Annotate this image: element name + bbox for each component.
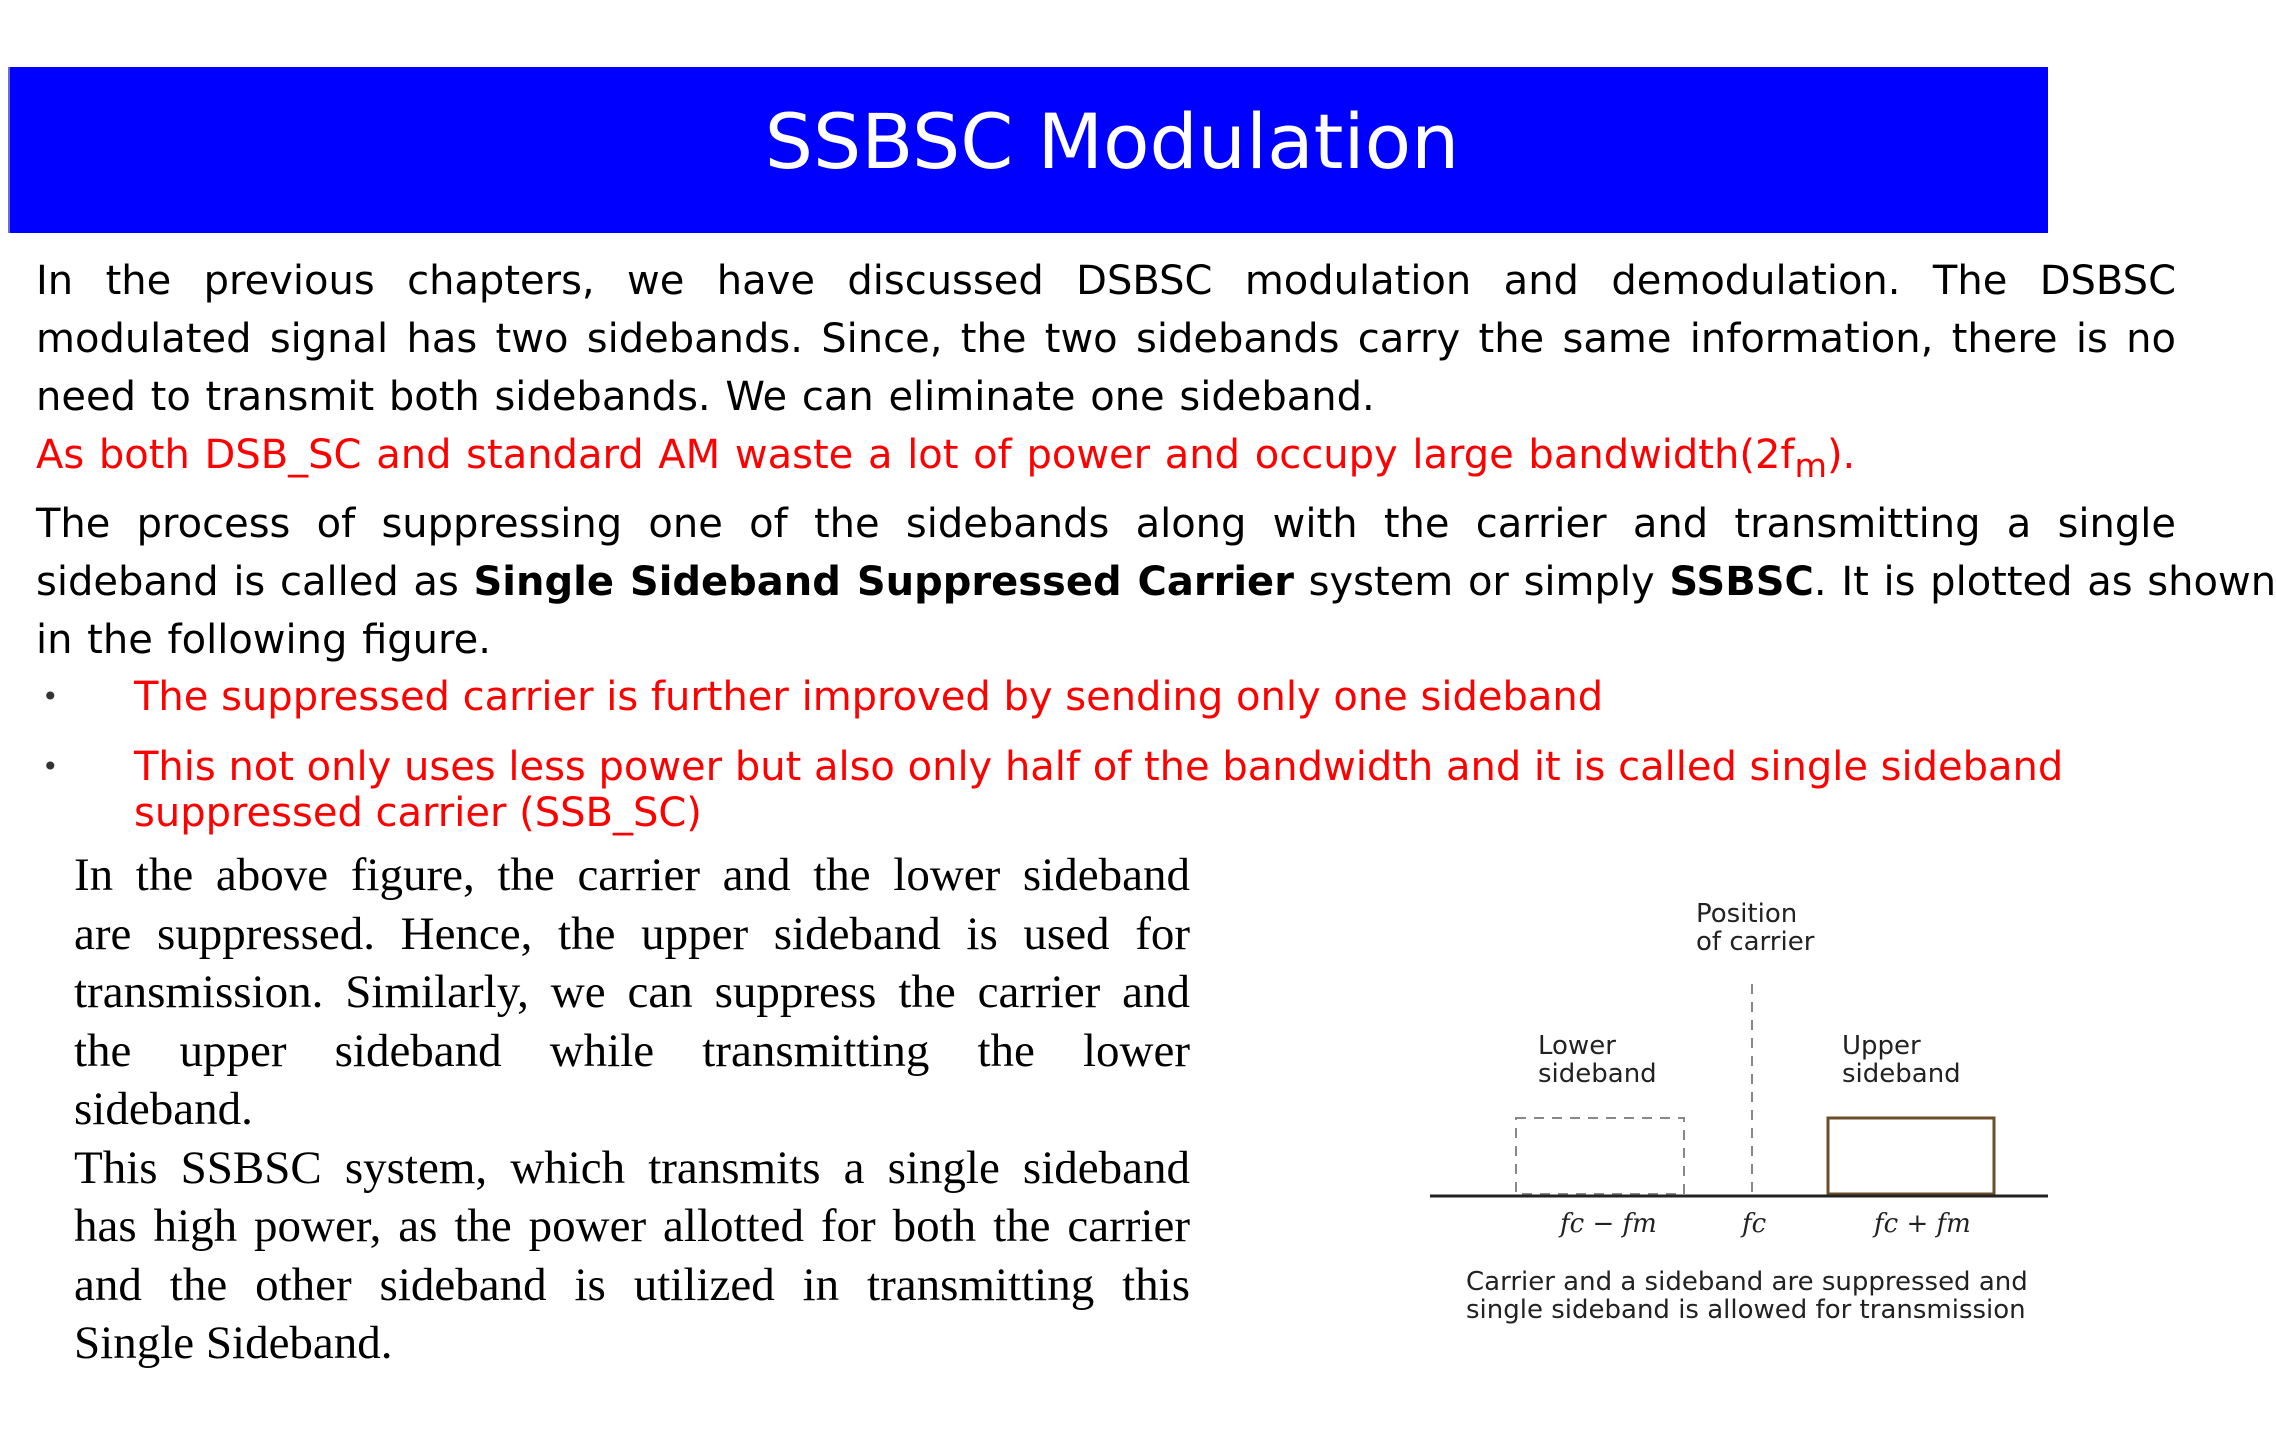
bullet-2-line-1: This not only uses less power but also only half of the bandwidth and it is called single sideband [134,744,2064,790]
bullet-list [36,668,2176,854]
explanation-line-9: Single Sideband. [74,1317,393,1369]
bullet-2-line-2: suppressed carrier (SSB_SC) [134,790,702,836]
upper-sideband-label-2: sideband [1842,1059,1961,1089]
explanation-line-3: transmission. Similarly, we can suppress the carrier and [74,966,1190,1018]
red-statement-subscript: m [1794,446,1827,485]
figure-caption-line-2: single sideband is allowed for transmission [1466,1295,2026,1325]
intro-line-3: need to transmit both sidebands. We can eliminate one sideband. [36,374,1375,420]
red-statement [36,426,2176,495]
lower-sideband-label-1: Lower [1538,1031,1616,1061]
tick-fc-plus-fm: fc + fm [1874,1209,1971,1239]
title-banner [8,67,2048,233]
process-line-3: in the following figure. [36,617,491,663]
explanation-line-4: the upper sideband while transmitting the lower [74,1024,1190,1077]
bullet-dot-icon: • [42,750,59,783]
ssbsc-abbrev: SSBSC [1669,559,1814,605]
process-line-1: The process of suppressing one of the sidebands along with the carrier and transmitting a single [36,501,2176,547]
carrier-position-label-2: of carrier [1696,927,1815,957]
process-line-2-mid: system or simply [1293,559,1670,605]
tick-fc-minus-fm: fc − fm [1560,1209,1657,1239]
figure-caption-line-1: Carrier and a sideband are suppressed and [1466,1267,2028,1297]
intro-line-1: In the previous chapters, we have discussed DSBSC modulation and demodulation. The DSBSC [36,258,2176,304]
spectrum-diagram [1420,880,2048,1340]
page-title: SSBSC Modulation [764,97,1460,186]
intro-paragraph [36,252,2276,669]
upper-sideband-box [1828,1118,1994,1194]
red-statement-text: As both DSB_SC and standard AM waste a lot of power and occupy large bandwidth(2f [36,432,1795,478]
upper-sideband-label-1: Upper [1842,1031,1921,1061]
bullet-dot-icon: • [42,680,59,713]
tick-fc: fc [1742,1209,1767,1239]
intro-line-2: modulated signal has two sidebands. Since, the two sidebands carry the same information, there is no [36,316,2176,362]
explanation-line-6: This SSBSC system, which transmits a single sideband [74,1141,1190,1194]
explanation-line-7: has high power, as the power allotted for both the carrier [74,1200,1190,1252]
bullet-1-text: The suppressed carrier is further improved by sending only one sideband [134,674,1604,720]
carrier-position-label-1: Position [1696,899,1798,929]
explanation-paragraph [74,846,1190,1373]
ssbsc-spectrum-figure [1420,880,2048,1340]
process-line-2 [36,553,2276,611]
red-statement-suffix: ). [1826,432,1856,478]
process-line-2-start: sideband is called as [36,559,474,605]
lower-sideband-label-2: sideband [1538,1059,1657,1089]
explanation-line-1: In the above figure, the carrier and the lower sideband [74,849,1190,901]
explanation-line-2: are suppressed. Hence, the upper sideband is used for [74,907,1190,960]
process-line-2-end: . It is plotted as shown [1813,559,2276,605]
bullet-item-1 [36,668,2176,726]
explanation-line-8: and the other sideband is utilized in transmitting this [74,1258,1190,1311]
bullet-item-2 [36,738,2176,842]
ssbsc-full-name: Single Sideband Suppressed Carrier [473,559,1294,605]
explanation-line-5: sideband. [74,1083,253,1135]
suppressed-lower-sideband [1516,1118,1684,1194]
